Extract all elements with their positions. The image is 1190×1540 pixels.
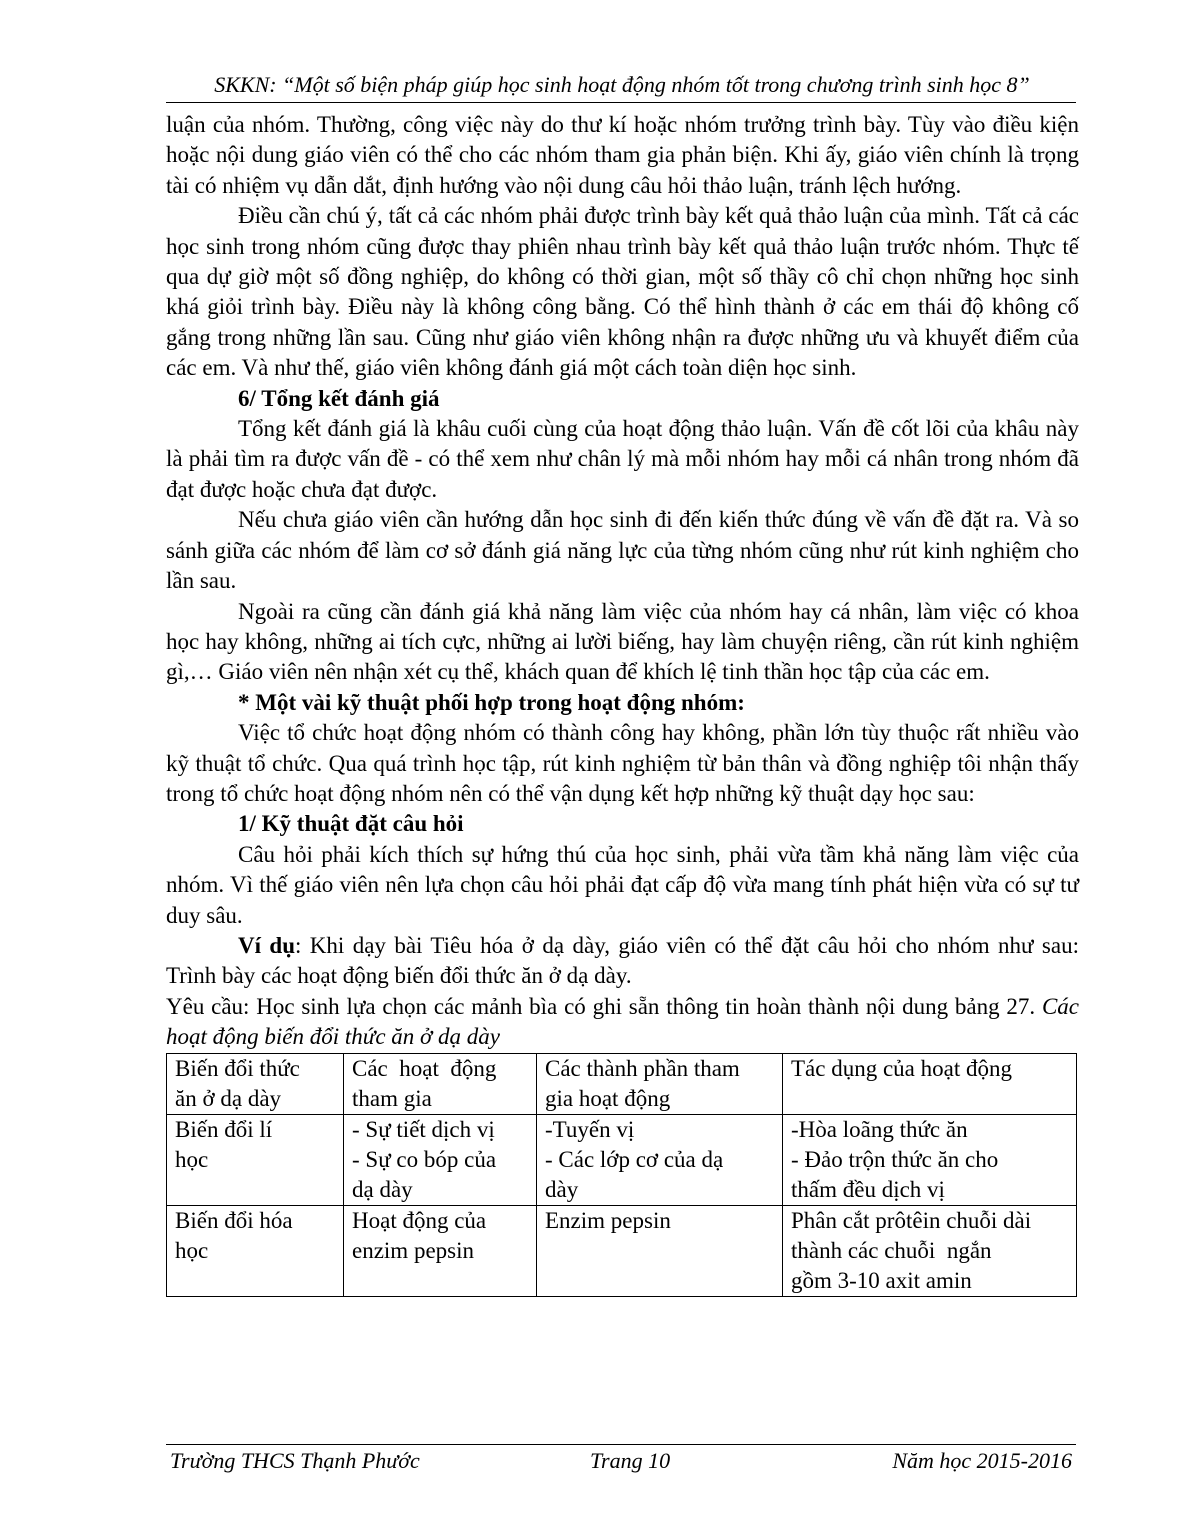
footer-school: Trường THCS Thạnh Phước	[170, 1448, 420, 1473]
requirement-text: Yêu cầu: Học sinh lựa chọn các mảnh bìa có ghi sẵn thông tin hoàn thành nội dung bảng	[166, 993, 1000, 1019]
table-cell: Biến đổi lí học	[167, 1114, 344, 1205]
table-cell: Phân cắt prôtêin chuỗi dài thành các chuỗi ngắn gồm 3-10 axit amin	[783, 1205, 1077, 1296]
table-header-cell: Tác dụng của hoạt động	[783, 1053, 1077, 1114]
table-cell: - Sự tiết dịch vị - Sự co bóp của dạ dày	[344, 1114, 537, 1205]
paragraph: Câu hỏi phải kích thích sự hứng thú của học sinh, phải vừa tầm khả năng làm việc của nhóm. Vì thế giáo viên nên lựa chọn câu hỏi phải đạt cấp độ vừa mang tính phát hiện vừa có sự tư duy sâu.	[166, 841, 1079, 928]
paragraph: Tổng kết đánh giá là khâu cuối cùng của hoạt động thảo luận. Vấn đề cốt lõi của khâu này là phải tìm ra được vấn đề - có thể xem như chân lý mà mỗi nhóm hay mỗi cá nhân trong nhóm đã đạt được hoặc chưa đạt được.	[166, 416, 1079, 502]
table-row	[167, 1205, 1077, 1296]
header-divider	[166, 102, 1076, 103]
paragraph: Việc tổ chức hoạt động nhóm có thành công hay không, phần lớn tùy thuộc rất nhiều vào kỹ thuật tổ chức. Qua quá trình học tập, rút kinh nghiệm từ bản thân và đồng nghiệp tôi nhận thấy trong tổ chức hoạt động nhóm nên có thể vận dụng kết hợp những kỹ thuật dạy học sau:	[166, 720, 1079, 806]
page-header: SKKN: “Một số biện pháp giúp học sinh hoạt động nhóm tốt trong chương trình sinh học 8”	[214, 72, 1030, 97]
table-cell: -Hòa loãng thức ăn - Đảo trộn thức ăn cho thấm đều dịch vị	[783, 1114, 1077, 1205]
table-header-row	[167, 1053, 1077, 1114]
table-cell: Enzim pepsin	[537, 1205, 783, 1296]
example-text: : Khi dạy bài Tiêu hóa ở dạ dày, giáo viên có thể đặt câu hỏi cho nhóm như sau: Trình bày các hoạt động biến đổi thức ăn ở dạ dày.	[166, 932, 1079, 989]
paragraph: Điều cần chú ý, tất cả các nhóm phải được trình bày kết quả thảo luận của mình. Tất cả các học sinh trong nhóm cũng được thay phiên nhau trình bày kết quả thảo luận trước nhóm. Thực tế qua dự giờ một số đồng nghiệp, do không có thời gian, một số thầy cô chỉ chọn những học sinh khá giỏi trình bày. Điều này là không công bằng. Có thể hình thành ở các em thái độ không cố gắng trong những lần sau. Cũng như giáo viên không nhận ra được những ưu và khuyết điểm của các em. Và như thế, giáo viên không đánh giá một cách toàn diện học sinh.	[166, 203, 1079, 381]
footer-divider	[166, 1444, 1076, 1445]
table-header-cell: Các hoạt động tham gia	[344, 1053, 537, 1114]
paragraph: Ngoài ra cũng cần đánh giá khả năng làm việc của nhóm hay cá nhân, làm việc có khoa học hay không, những ai tích cực, những ai lười biếng, hay làm chuyện riêng, cần rút kinh nghiệm gì,… Giáo viên nên nhận xét cụ thể, khách quan để khích lệ tinh thần học tập của các em.	[166, 598, 1079, 685]
table-header-cell: Biến đổi thức ăn ở dạ dày	[167, 1053, 344, 1114]
table-caption: Các hoạt động biến đổi thức ăn ở dạ dày	[166, 993, 1080, 1050]
table-cell: Biến đổi hóa học	[167, 1205, 344, 1296]
example-label: Ví dụ	[238, 932, 295, 958]
section-heading: 1/ Kỹ thuật đặt câu hỏi	[238, 811, 464, 837]
table-caption-number: 27.	[1006, 993, 1036, 1019]
table-row	[167, 1114, 1077, 1205]
section-heading: * Một vài kỹ thuật phối hợp trong hoạt động nhóm:	[238, 689, 745, 715]
table-cell: Hoạt động của enzim pepsin	[344, 1205, 537, 1296]
table-cell: -Tuyến vị - Các lớp cơ của dạ dày	[537, 1114, 783, 1205]
requirement-paragraph	[166, 992, 1079, 1053]
paragraph: luận của nhóm. Thường, công việc này do thư kí hoặc nhóm trưởng trình bày. Tùy vào điều kiện hoặc nội dung giáo viên có thể cho các nhóm tham gia phản biện. Khi ấy, giáo viên chính là trọng tài có nhiệm vụ dẫn dắt, định hướng vào nội dung câu hỏi thảo luận, tránh lệch hướng.	[166, 112, 1079, 198]
digestion-table	[166, 1053, 1077, 1297]
table-header-cell: Các thành phần tham gia hoạt động	[537, 1053, 783, 1114]
page-content	[166, 110, 1079, 1297]
footer-page-number: Trang 10	[590, 1448, 671, 1473]
footer-school-year: Năm học 2015-2016	[892, 1448, 1072, 1473]
section-heading: 6/ Tổng kết đánh giá	[238, 385, 440, 411]
paragraph: Nếu chưa giáo viên cần hướng dẫn học sinh đi đến kiến thức đúng về vấn đề đặt ra. Và so sánh giữa các nhóm để làm cơ sở đánh giá năng lực của từng nhóm cũng như rút kinh nghiệm cho lần sau.	[166, 507, 1079, 594]
example-paragraph	[166, 931, 1079, 992]
